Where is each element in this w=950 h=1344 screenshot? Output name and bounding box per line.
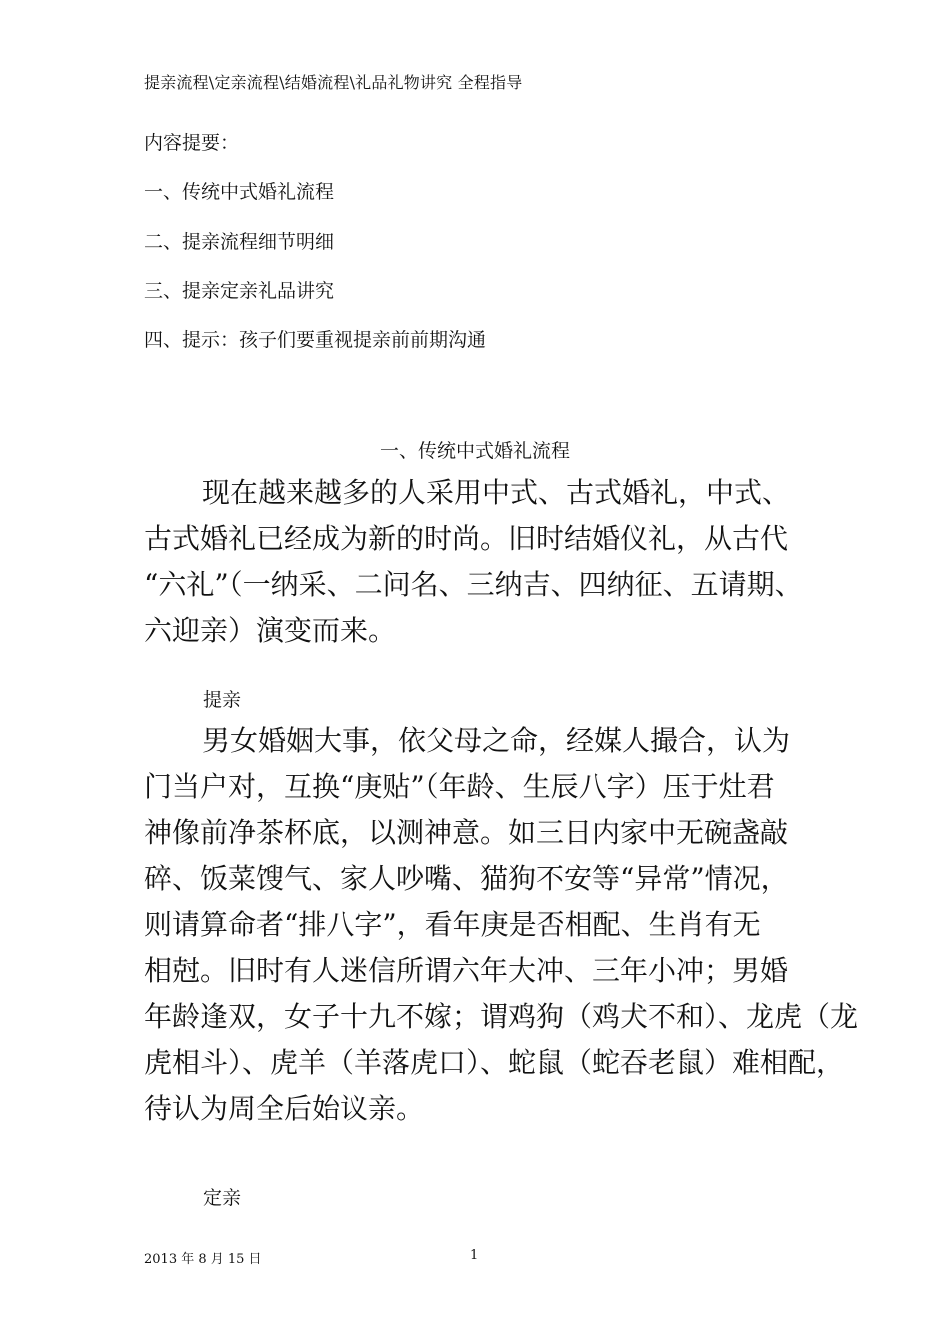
paragraph-line: 年龄逢双，女子十九不嫁；谓鸡狗（鸡犬不和）、龙虎（龙 [144, 1000, 859, 1033]
toc-item: 三、提亲定亲礼品讲究 [144, 280, 335, 302]
paragraph-line: 待认为周全后始议亲。 [144, 1092, 425, 1125]
paragraph-line: 碎、饭菜馊气、家人吵嘴、猫狗不安等“异常”情况， [144, 862, 789, 895]
paragraph-line: 男女婚姻大事，依父母之命，经媒人撮合，认为 [202, 724, 791, 757]
intro-paragraph [144, 470, 814, 654]
paragraph-line: 虎相斗）、虎羊（羊落虎口）、蛇鼠（蛇吞老鼠）难相配， [144, 1046, 845, 1079]
page-number: 1 [470, 1248, 479, 1263]
paragraph-line: 六迎亲）演变而来。 [144, 614, 397, 647]
paragraph-line: 则请算命者“排八字”，看年庚是否相配、生肖有无 [144, 908, 761, 941]
toc-item: 二、提亲流程细节明细 [144, 231, 335, 253]
paragraph-line: 现在越来越多的人采用中式、古式婚礼，中式、 [202, 476, 791, 509]
subheading-tiqin: 提亲 [203, 689, 242, 711]
paragraph-line: 相尅。旧时有人迷信所谓六年大冲、三年小冲；男婚 [144, 954, 789, 987]
page-header-title: 提亲流程\定亲流程\结婚流程\礼品礼物讲究 全程指导 [144, 73, 523, 92]
paragraph-line: “六礼”（一纳采、二问名、三纳吉、四纳征、五请期、 [144, 568, 803, 601]
section-heading: 一、传统中式婚礼流程 [379, 440, 570, 462]
tiqin-paragraph [144, 718, 859, 1132]
paragraph-line: 神像前净茶杯底，以测神意。如三日内家中无碗盏敲 [144, 816, 789, 849]
paragraph-line: 古式婚礼已经成为新的时尚。旧时结婚仪礼，从古代 [144, 522, 789, 555]
footer-date: 2013 年 8 月 15 日 [144, 1252, 262, 1267]
toc-item: 四、提示：孩子们要重视提亲前前期沟通 [144, 329, 487, 351]
paragraph-line: 门当户对，互换“庚贴”（年龄、生辰八字）压于灶君 [144, 770, 775, 803]
subheading-dingqin: 定亲 [203, 1187, 242, 1209]
toc-item: 一、传统中式婚礼流程 [144, 181, 335, 203]
toc-title: 内容提要： [144, 132, 240, 154]
